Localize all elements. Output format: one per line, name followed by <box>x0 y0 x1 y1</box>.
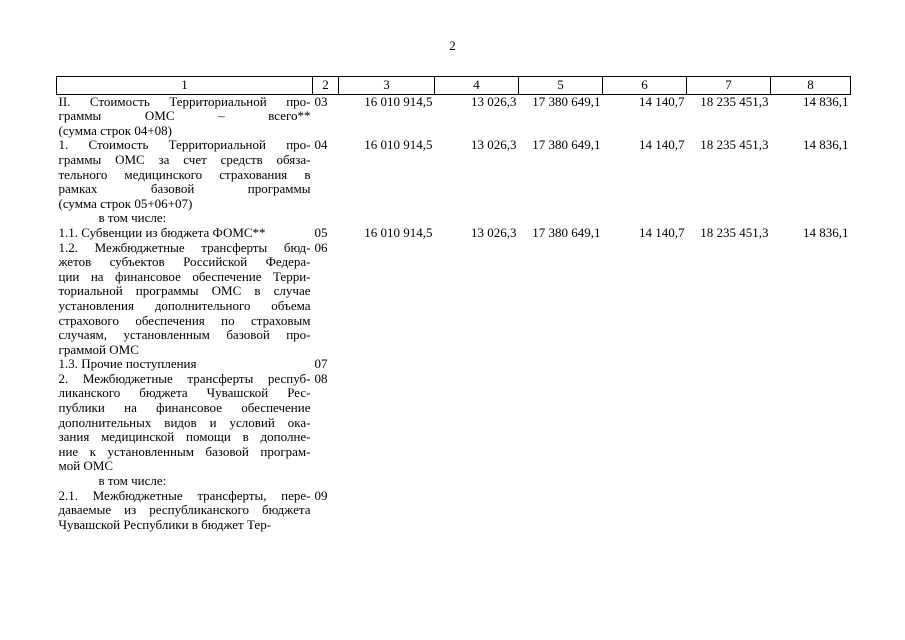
description-line: даваемые из республиканского бюджета <box>58 502 311 518</box>
value-cell: 13 026,3 <box>471 137 517 153</box>
description-line: мой ОМС <box>58 458 114 474</box>
empty-cell <box>519 474 603 489</box>
value-cell <box>687 241 771 358</box>
description-line: ториальной программы ОМС в случае <box>58 283 311 299</box>
description-line: тельного медицинского страхования в <box>58 166 311 182</box>
value-cell <box>771 372 851 474</box>
value-cell: 16 010 914,5 <box>364 137 433 153</box>
value-cell <box>603 489 687 533</box>
table-row <box>57 241 851 358</box>
description-line: публики на финансовое обеспечение <box>58 400 311 416</box>
value-cell: 17 380 649,1 <box>532 224 601 240</box>
column-header: 2 <box>313 77 339 95</box>
value-cell <box>519 241 603 358</box>
empty-cell <box>771 474 851 489</box>
value-cell <box>339 357 435 372</box>
description-line: 2.1. Межбюджетные трансферты, пере- <box>58 487 311 503</box>
table-row <box>57 489 851 533</box>
table-row <box>57 357 851 372</box>
empty-cell <box>603 211 687 226</box>
page-number: 2 <box>449 38 456 53</box>
value-cell: 14 140,7 <box>639 93 685 109</box>
description-line: дополнительных видов и условий ока- <box>58 414 311 430</box>
value-cell: 18 235 451,3 <box>700 93 769 109</box>
empty-cell <box>339 211 435 226</box>
empty-cell <box>313 211 339 226</box>
value-cell <box>435 241 519 358</box>
value-cell <box>603 241 687 358</box>
description-line: 1.3. Прочие поступления <box>58 356 197 372</box>
empty-cell <box>687 474 771 489</box>
row-description <box>57 372 313 474</box>
value-cell <box>519 357 603 372</box>
value-cell: 14 140,7 <box>639 137 685 153</box>
value-cell <box>603 372 687 474</box>
description-line: граммы ОМС – всего** <box>58 108 311 124</box>
row-code: 04 <box>314 137 328 153</box>
value-cell: 14 836,1 <box>803 137 849 153</box>
empty-cell <box>687 211 771 226</box>
description-line: рамках базовой программы <box>58 181 311 197</box>
empty-cell <box>339 474 435 489</box>
description-line: страхового обеспечения по страховым <box>58 312 311 328</box>
value-cell: 14 836,1 <box>803 224 849 240</box>
row-description <box>57 226 313 241</box>
table-row <box>57 138 851 211</box>
description-line: 1.2. Межбюджетные трансферты бюд- <box>58 239 311 255</box>
row-code: 06 <box>314 239 328 255</box>
description-line: граммой ОМС <box>58 341 139 357</box>
row-code: 05 <box>314 224 328 240</box>
description-line: 2. Межбюджетные трансферты респуб- <box>58 370 311 386</box>
value-cell: 17 380 649,1 <box>532 93 601 109</box>
row-code: 03 <box>314 93 328 109</box>
column-header: 1 <box>57 77 313 95</box>
row-code: 08 <box>314 370 328 386</box>
subheading-text: в том числе: <box>98 210 167 226</box>
value-cell <box>771 357 851 372</box>
subheading-text: в том числе: <box>98 473 167 489</box>
value-cell: 13 026,3 <box>471 93 517 109</box>
row-code: 07 <box>314 356 328 372</box>
column-header: 5 <box>519 77 603 95</box>
description-line: II. Стоимость Территориальной про- <box>58 93 311 109</box>
table-header-row <box>57 77 851 95</box>
value-cell <box>519 372 603 474</box>
description-line: (сумма строк 04+08) <box>58 122 172 138</box>
value-cell <box>339 372 435 474</box>
value-cell <box>519 489 603 533</box>
empty-cell <box>771 211 851 226</box>
description-line: ции на финансовое обеспечение Терри- <box>58 268 311 284</box>
column-header: 3 <box>339 77 435 95</box>
description-line: жетов субъектов Российской Федера- <box>58 254 311 270</box>
description-line: случаям, установленным базовой про- <box>58 327 311 343</box>
row-description <box>57 357 313 372</box>
value-cell: 14 836,1 <box>803 93 849 109</box>
row-description <box>57 489 313 533</box>
column-header: 4 <box>435 77 519 95</box>
value-cell <box>603 357 687 372</box>
value-cell <box>687 372 771 474</box>
budget-table <box>56 76 851 532</box>
value-cell <box>339 241 435 358</box>
empty-cell <box>435 211 519 226</box>
table-row <box>57 372 851 474</box>
subheading-row <box>57 474 851 489</box>
row-code: 09 <box>314 487 328 503</box>
description-line: 1. Стоимость Территориальной про- <box>58 137 311 153</box>
value-cell: 18 235 451,3 <box>700 224 769 240</box>
row-description <box>57 138 313 211</box>
description-line: зания медицинской помощи в дополне- <box>58 429 311 445</box>
value-cell <box>771 241 851 358</box>
description-line: ние к установленным базовой програм- <box>58 443 311 459</box>
value-cell: 14 140,7 <box>639 224 685 240</box>
description-line: 1.1. Субвенции из бюджета ФОМС** <box>58 224 266 240</box>
empty-cell <box>603 474 687 489</box>
table-row <box>57 226 851 241</box>
subheading-row <box>57 211 851 226</box>
column-header: 7 <box>687 77 771 95</box>
value-cell: 16 010 914,5 <box>364 224 433 240</box>
value-cell <box>435 372 519 474</box>
table-body <box>57 94 851 532</box>
value-cell <box>687 489 771 533</box>
table-row <box>57 94 851 138</box>
description-line: ликанского бюджета Чувашской Рес- <box>58 385 311 401</box>
value-cell <box>435 489 519 533</box>
value-cell: 13 026,3 <box>471 224 517 240</box>
value-cell <box>435 357 519 372</box>
column-header: 8 <box>771 77 851 95</box>
value-cell: 16 010 914,5 <box>364 93 433 109</box>
value-cell <box>339 489 435 533</box>
empty-cell <box>435 474 519 489</box>
description-line: граммы ОМС за счет средств обяза- <box>58 151 311 167</box>
column-header: 6 <box>603 77 687 95</box>
description-line: установления дополнительного объема <box>58 297 311 313</box>
value-cell <box>687 357 771 372</box>
row-description <box>57 241 313 358</box>
empty-cell <box>519 211 603 226</box>
value-cell: 18 235 451,3 <box>700 137 769 153</box>
value-cell: 17 380 649,1 <box>532 137 601 153</box>
row-description <box>57 94 313 138</box>
empty-cell <box>313 474 339 489</box>
value-cell <box>771 489 851 533</box>
description-line: Чувашской Республики в бюджет Тер- <box>58 516 272 532</box>
description-line: (сумма строк 05+06+07) <box>58 195 193 211</box>
